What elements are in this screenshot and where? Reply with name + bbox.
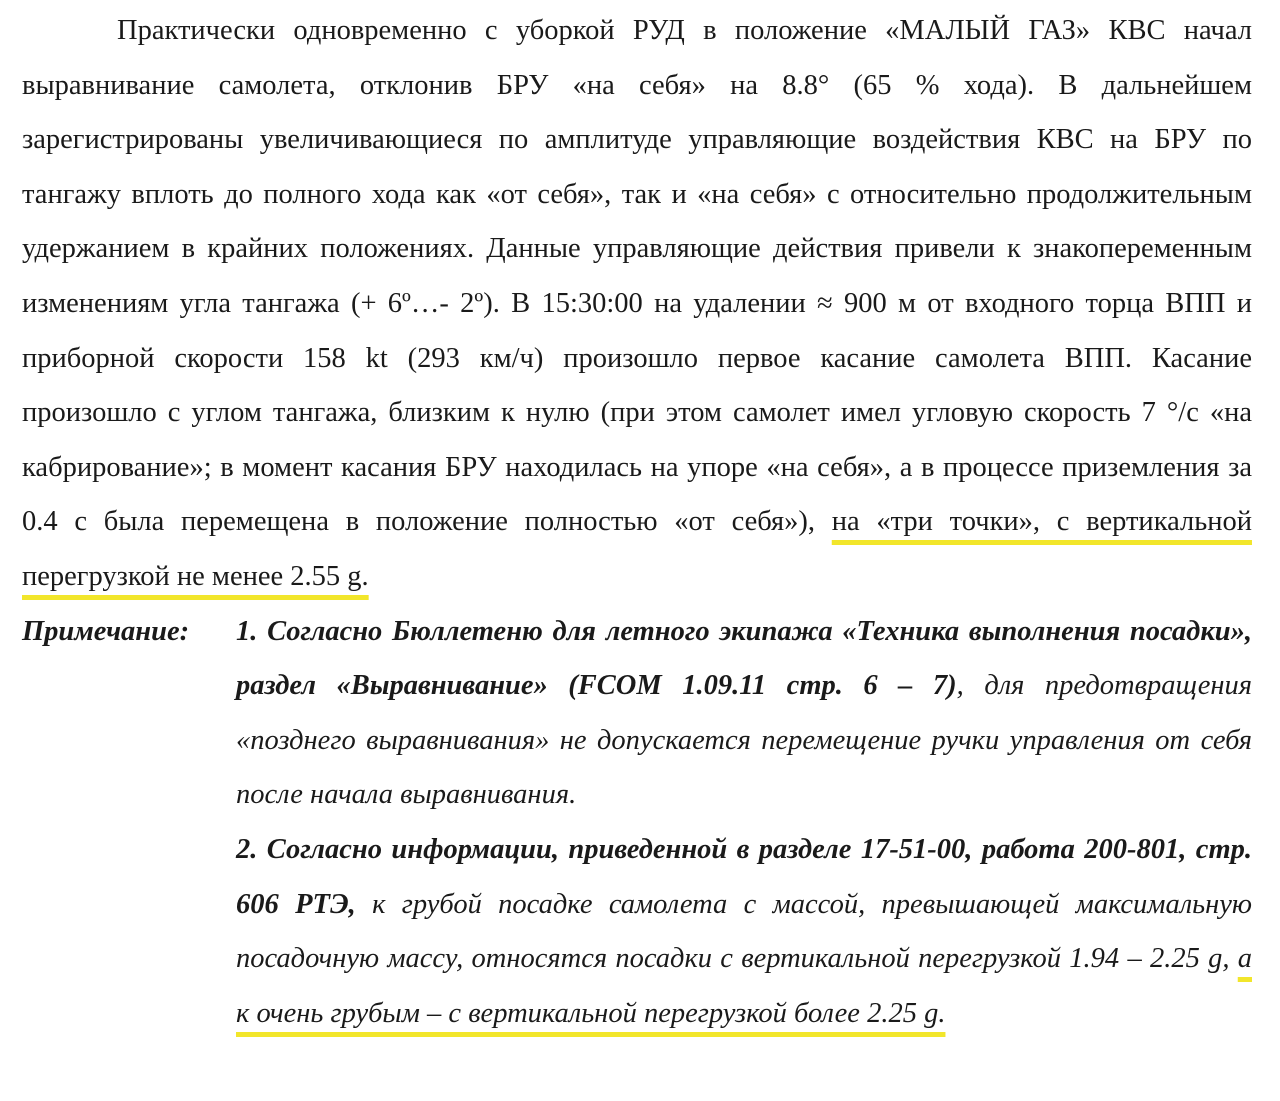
paragraph-text: Практически одновременно с уборкой РУД в положение «МАЛЫЙ ГАЗ» КВС начал выравнивание самолета, отклонив БРУ «на себя» на 8.8° (65 % хода). В дальнейшем зарегистрированы увеличивающиеся по амплитуде управляющие воздействия КВС на БРУ по тангажу вплоть до полного хода как «от себя», так и «на себя» с относительно продолжительным удержанием в крайних положениях. Данные управляющие действия привели к знакопеременным изменениям угла тангажа (+ 6º…- 2º). В 15:30:00 на удалении ≈ 900 м от входного торца ВПП и приборной скорости 158 kt (293 км/ч) произошло первое касание самолета ВПП. Касание произошло с углом тангажа, близким к нулю (при этом самолет имел угловую скорость 7 °/с «на кабрирование»; в момент касания БРУ находилась на упоре «на себя», а в процессе приземления за 0.4 с была перемещена в положение полностью «от себя»), — [22, 15, 1252, 538]
note-item-2-text: к грубой посадке самолета с массой, превышающей максимальную посадочную массу, относятся посадки с вертикальной перегрузкой 1.94 – 2.25 g, — [236, 888, 1252, 975]
note-label: Примечание: — [22, 615, 190, 647]
note-body — [236, 605, 1252, 1042]
note-item-1 — [236, 605, 1252, 823]
main-paragraph — [22, 4, 1252, 605]
note-item-2-bold: 2. Согласно информации, приведенной в разделе 17-51-00, работа 200-801, стр. 606 РТЭ, — [236, 833, 1252, 920]
note-item-1-bold: 1. Согласно Бюллетеню для летного экипажа «Техника выполнения посадки», раздел «Выравнивание» (FCOM 1.09.11 стр. 6 – 7) — [236, 615, 1252, 702]
note-block — [22, 605, 1252, 1042]
note-item-1-text: , для предотвращения «позднего выравнивания» не допускается перемещение ручки управления от себя после начала выравнивания. — [236, 670, 1252, 811]
note-item-2 — [236, 823, 1252, 1041]
highlighted-conclusion: на «три точки», с вертикальной перегрузкой не менее 2.55 g. — [22, 506, 1252, 592]
note-item-2-highlight: а к очень грубым – с вертикальной перегрузкой более 2.25 g. — [236, 943, 1252, 1029]
